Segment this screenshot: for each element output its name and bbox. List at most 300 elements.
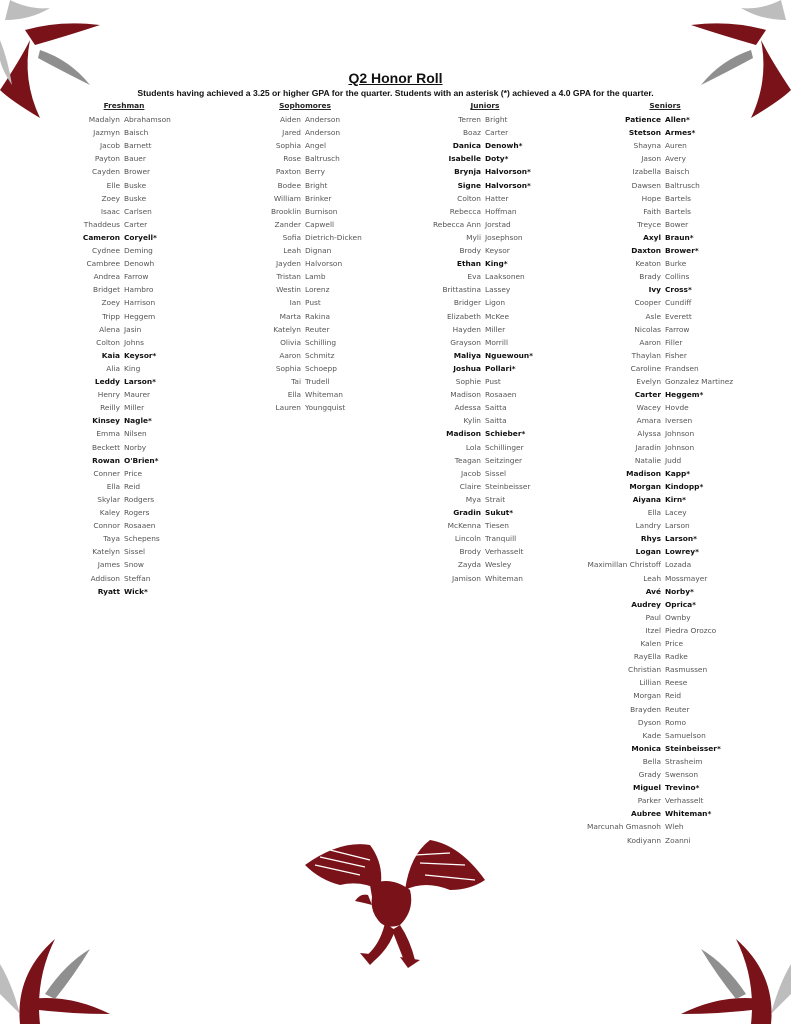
student-first-name: Wacey [636,403,661,413]
page-title: Q2 Honor Roll [348,70,443,86]
student-last-name: Rakina [305,311,331,321]
student-last-name: Hatter [485,193,509,203]
student-first-name: Zander [274,219,301,229]
student-last-name: Johnson [665,429,695,439]
student-last-name: Oprica* [665,599,696,609]
student-last-name: Larson* [124,377,156,386]
student-last-name: Carter [485,128,509,138]
student-first-name: Shayna [633,141,661,151]
student-last-name: Halvorson* [485,180,531,190]
student-first-name: Paul [645,612,661,622]
student-last-name: Steinbeisser [485,481,531,491]
student-first-name: Teagan [454,455,481,465]
student-first-name: Grady [638,770,661,779]
student-first-name: Kinsey [92,416,120,426]
student-first-name: Jayden [275,259,301,269]
student-last-name: Rosaaen [124,521,156,531]
student-first-name: Miguel [633,783,661,793]
student-last-name: Anderson [305,115,341,124]
student-last-name: Saitta [485,416,507,426]
student-last-name: Everett [665,311,692,321]
student-first-name: Skylar [97,494,120,504]
student-first-name: Sophia [275,141,301,151]
student-first-name: Beckett [91,442,120,452]
student-last-name: Brower [124,167,151,177]
student-last-name: Larson [665,521,690,531]
student-last-name: Steffan [124,573,151,583]
student-last-name: Barnett [124,141,152,151]
student-last-name: Rasmussen [665,665,708,675]
student-first-name: Lauren [275,403,301,413]
student-first-name: Marta [279,311,301,321]
student-first-name: Paxton [275,167,301,177]
student-last-name: Sukut* [485,508,514,517]
student-last-name: Halvorson [305,259,343,269]
student-last-name: Saitta [485,403,507,413]
student-last-name: Schmitz [305,350,335,360]
student-last-name: Josephson [485,232,523,242]
student-last-name: Zoanni [665,835,691,845]
student-last-name: Hovde [665,403,689,413]
student-last-name: Farrow [665,324,690,334]
student-last-name: Armes* [665,128,696,138]
student-first-name: Ivy [648,285,661,295]
student-first-name: Terren [458,115,481,124]
student-first-name: Madison [446,429,481,439]
student-first-name: Katelyn [273,324,301,334]
student-last-name: Norby [124,442,147,452]
student-last-name: Bower [665,219,689,229]
student-first-name: Brooklin [270,206,301,216]
student-last-name: Abrahamson [124,115,171,124]
student-first-name: Izabella [632,167,661,177]
student-first-name: Kodiyann [626,835,661,845]
student-last-name: Fisher [665,350,687,360]
student-first-name: Hope [641,193,661,203]
student-first-name: Brody [459,246,481,255]
student-last-name: Pust [485,377,501,386]
student-last-name: Bauer [124,154,146,164]
student-last-name: Heggem* [665,390,704,400]
student-last-name: Baisch [665,167,690,177]
student-first-name: Aubree [631,809,661,819]
student-last-name: Denowh [124,259,155,269]
column-heading: Freshman [103,101,145,110]
student-last-name: Frandsen [665,363,699,373]
student-last-name: Baisch [124,128,149,138]
eagle-mascot-logo [300,835,490,970]
student-first-name: Rebecca Ann [432,219,481,229]
student-last-name: Romo [665,717,687,727]
student-first-name: Axyl [643,232,661,242]
student-last-name: Whiteman [305,390,343,400]
student-last-name: Bright [485,115,508,124]
student-first-name: Westin [276,285,301,295]
student-last-name: Sissel [485,468,507,478]
student-last-name: Bright [305,180,328,190]
student-last-name: Lamb [305,272,326,282]
student-first-name: Madison [450,390,481,400]
student-first-name: McKenna [447,521,481,531]
student-first-name: Rose [283,154,301,164]
student-first-name: Tripp [102,311,120,321]
student-first-name: Kylin [463,416,481,426]
student-last-name: Jasin [124,324,142,334]
student-last-name: Dignan [305,246,332,255]
student-last-name: Johns [124,337,144,347]
student-first-name: Ian [289,298,301,308]
student-last-name: Capwell [305,219,335,229]
student-last-name: Lorenz [305,285,330,295]
student-first-name: Leddy [94,377,120,386]
student-last-name: Hoffman [485,206,517,216]
student-first-name: Aiden [279,115,301,124]
student-first-name: Lola [465,442,481,452]
student-last-name: Filler [665,337,683,347]
student-last-name: Piedra Orozco [665,625,717,635]
student-first-name: Boaz [462,128,481,138]
student-last-name: Hambro [124,285,154,295]
student-first-name: Ella [287,390,301,400]
student-last-name: Bartels [665,206,691,216]
student-first-name: Mya [465,494,481,504]
student-first-name: William [273,193,301,203]
student-first-name: Madison [626,468,661,478]
student-first-name: Maliya [453,350,481,360]
student-first-name: Ella [647,508,661,517]
student-last-name: Verhasselt [485,547,524,557]
student-first-name: Taya [103,534,120,544]
student-last-name: Wick* [124,586,148,596]
student-last-name: Burnison [305,206,338,216]
student-last-name: Buske [124,193,147,203]
student-last-name: Judd [665,455,682,465]
student-first-name: Emma [96,429,120,439]
student-first-name: Landry [635,521,661,531]
student-first-name: Brayden [630,704,661,714]
student-first-name: Dyson [637,717,661,727]
student-first-name: Ethan [456,259,481,269]
student-first-name: Treyce [637,219,661,229]
student-last-name: Price [665,639,684,648]
student-first-name: Cydnee [91,246,120,255]
student-last-name: Denowh* [485,141,523,151]
student-first-name: Rowan [92,455,120,465]
student-first-name: Danica [452,141,481,151]
student-first-name: Zoey [101,193,120,203]
student-last-name: Schieber* [485,429,526,439]
student-last-name: Auren [665,141,687,151]
student-first-name: Dawsen [631,180,661,190]
student-last-name: Reuter [665,704,690,714]
student-last-name: Lacey [665,508,687,517]
student-last-name: Brower* [665,246,699,255]
student-last-name: Rogers [124,508,150,517]
student-first-name: Isabelle [448,154,481,164]
student-first-name: Colton [96,337,120,347]
student-last-name: Schilling [305,337,337,347]
student-last-name: Avery [665,154,686,164]
student-last-name: Seitzinger [485,455,523,465]
student-first-name: Avé [645,586,661,596]
student-first-name: Madalyn [88,115,120,124]
student-first-name: Brynja [454,167,481,177]
student-last-name: Jorstad [485,219,511,229]
student-last-name: Schoepp [305,363,337,373]
student-last-name: Kapp* [665,468,691,478]
student-first-name: Connor [93,521,120,531]
student-first-name: Evelyn [636,377,661,386]
student-last-name: Nguewoun* [485,350,534,360]
student-last-name: Nilsen [124,429,147,439]
student-first-name: Audrey [631,599,661,609]
student-last-name: Reid [124,481,141,491]
corner-swoosh-bottom-right [671,914,791,1024]
student-first-name: Payton [94,154,120,164]
student-last-name: Pollari* [485,363,516,373]
student-first-name: Marcunah Gmasnoh [587,822,661,832]
student-first-name: Elizabeth [446,311,481,321]
student-last-name: Maurer [124,390,151,400]
student-first-name: James [97,560,120,570]
student-last-name: Wleh [665,822,684,832]
student-first-name: Ryatt [97,586,120,596]
student-last-name: Farrow [124,272,149,282]
student-last-name: Gonzalez Martinez [665,377,734,386]
student-last-name: Morrill [485,337,509,347]
student-first-name: Zayda [457,560,481,570]
student-last-name: Keysor* [124,350,157,360]
student-first-name: Amara [636,416,661,426]
student-first-name: Morgan [629,481,661,491]
student-last-name: Pust [305,298,321,308]
student-last-name: Carlsen [124,206,152,216]
student-first-name: Myli [466,232,481,242]
student-first-name: Claire [459,481,481,491]
student-last-name: Schillinger [485,442,524,452]
student-first-name: Olivia [280,337,301,347]
student-first-name: Bella [642,756,661,766]
student-last-name: Wesley [485,560,512,570]
student-first-name: Natalie [634,455,661,465]
student-last-name: Allen* [665,115,690,124]
student-last-name: Trevino* [665,783,700,793]
student-first-name: Rhys [640,534,661,544]
student-last-name: Steinbeisser* [665,743,721,753]
student-first-name: Bodee [277,180,301,190]
student-first-name: Patience [625,115,661,124]
student-first-name: Carter [634,390,661,400]
student-first-name: Thaylan [631,350,661,360]
student-last-name: Trudell [305,377,330,386]
student-last-name: Strait [485,494,506,504]
student-first-name: Parker [637,796,661,806]
student-last-name: Brinker [305,193,332,203]
student-last-name: Strasheim [665,756,703,766]
student-last-name: Verhasselt [665,796,704,806]
student-last-name: Laaksonen [485,272,525,282]
student-first-name: Christian [628,665,661,675]
student-last-name: Braun* [665,232,694,242]
student-last-name: Swenson [665,770,699,779]
student-first-name: Lillian [639,678,661,688]
student-last-name: King [124,363,141,373]
student-last-name: Carter [124,219,148,229]
student-last-name: Samuelson [665,730,706,740]
student-last-name: Rodgers [124,494,155,504]
student-first-name: Cambree [86,259,120,269]
student-first-name: Adessa [454,403,481,413]
student-last-name: Miller [124,403,145,413]
column-heading: Sophomores [279,101,331,110]
student-first-name: Rebecca [449,206,481,216]
student-first-name: Alyssa [637,429,661,439]
student-last-name: Iversen [665,416,693,426]
student-first-name: RayElla [633,652,661,662]
student-last-name: Harrison [124,298,156,308]
student-first-name: Leah [283,246,301,255]
student-first-name: Kalen [640,639,661,648]
student-last-name: Buske [124,180,147,190]
student-last-name: Kindopp* [665,481,704,491]
student-last-name: Youngquist [305,403,346,413]
student-first-name: Tai [291,377,301,386]
student-first-name: Itzel [645,625,661,635]
student-last-name: Ligon [485,298,506,308]
student-last-name: King* [485,259,508,269]
student-first-name: Jacob [461,468,481,478]
page-subtitle: Students having achieved a 3.25 or higher GPA for the quarter. Students with an asterisk (*) achieved a 4.0 GPA for the quarter. [137,88,654,98]
student-last-name: O'Brien* [124,455,159,465]
student-first-name: Tristan [276,272,301,282]
student-last-name: Reuter [305,324,330,334]
student-first-name: Faith [643,206,661,216]
student-last-name: Miller [485,324,506,334]
student-last-name: Dietrich-Dicken [305,232,362,242]
student-first-name: Cameron [82,232,120,242]
student-last-name: Kirn* [665,494,687,504]
student-first-name: Signe [457,180,481,190]
student-last-name: Rosaaen [485,390,517,400]
student-first-name: Aiyana [632,494,661,504]
student-last-name: Radke [665,652,688,662]
student-first-name: Daxton [631,246,661,255]
student-last-name: Johnson [665,442,695,452]
student-last-name: Heggem [124,311,156,321]
student-last-name: Norby* [665,586,694,596]
student-last-name: Tiesen [485,521,509,531]
student-first-name: Bridget [93,285,120,295]
student-first-name: Morgan [633,691,661,701]
student-first-name: Bridger [453,298,481,308]
student-first-name: Addison [90,573,120,583]
student-last-name: Halvorson* [485,167,531,177]
student-first-name: Joshua [453,363,481,373]
student-last-name: Coryell* [124,232,157,242]
student-first-name: Kaia [101,350,120,360]
student-first-name: Henry [97,390,120,400]
student-first-name: Lincoln [454,534,481,544]
student-last-name: Larson* [665,534,697,544]
student-first-name: Alena [99,324,120,334]
student-first-name: Jaradin [635,442,661,452]
student-last-name: Reese [665,678,688,688]
student-first-name: Jared [282,128,301,138]
student-first-name: Stetson [628,128,661,138]
column-heading: Juniors [470,101,500,110]
student-last-name: Cundiff [665,298,692,308]
student-last-name: Berry [305,167,325,177]
corner-swoosh-bottom-left [0,914,120,1024]
student-last-name: Reid [665,691,682,701]
column-heading: Seniors [649,101,681,110]
student-first-name: Hayden [452,324,481,334]
student-first-name: Katelyn [92,547,120,557]
student-last-name: Baltrusch [665,180,700,190]
student-first-name: Grayson [450,337,481,347]
student-first-name: Kade [642,730,661,740]
student-first-name: Caroline [630,363,661,373]
student-first-name: Isaac [100,206,120,216]
student-first-name: Jazmyn [93,128,120,138]
student-first-name: Maximillan Christoff [587,560,661,570]
student-last-name: Angel [305,141,327,151]
student-first-name: Gradin [453,508,481,517]
student-first-name: Cooper [634,298,661,308]
student-last-name: McKee [485,311,510,321]
student-first-name: Alia [106,363,120,373]
student-last-name: Burke [665,259,687,269]
student-last-name: Whiteman [485,573,523,583]
student-last-name: Lozada [665,560,692,570]
student-last-name: Collins [665,272,690,282]
student-first-name: Brittastina [442,285,481,295]
student-last-name: Baltrusch [305,154,340,164]
student-first-name: Jason [641,154,661,164]
student-last-name: Keysor [485,246,510,255]
student-first-name: Cayden [92,167,120,177]
student-last-name: Tranquill [485,534,517,544]
student-first-name: Elle [106,180,120,190]
student-last-name: Lassey [485,285,511,295]
student-last-name: Deming [124,246,153,255]
student-first-name: Keaton [635,259,661,269]
student-last-name: Ownby [665,612,691,622]
student-first-name: Leah [643,573,661,583]
student-first-name: Colton [457,193,481,203]
student-last-name: Cross* [665,285,692,295]
student-first-name: Zoey [101,298,120,308]
student-last-name: Whiteman* [665,809,712,819]
student-last-name: Snow [124,560,144,570]
student-first-name: Logan [635,547,661,557]
student-first-name: Brady [639,272,661,282]
student-first-name: Aaron [279,350,301,360]
student-first-name: Andrea [93,272,120,282]
student-first-name: Jacob [100,141,120,151]
student-first-name: Reilly [100,403,120,413]
student-last-name: Schepens [124,534,160,544]
student-first-name: Jamison [451,573,481,583]
student-first-name: Monica [631,743,661,753]
student-first-name: Sophie [455,377,481,386]
student-first-name: Thaddeus [83,219,120,229]
student-last-name: Lowrey* [665,547,699,557]
student-last-name: Doty* [485,154,509,164]
student-first-name: Sophia [275,363,301,373]
student-last-name: Price [124,468,143,478]
student-last-name: Bartels [665,193,691,203]
